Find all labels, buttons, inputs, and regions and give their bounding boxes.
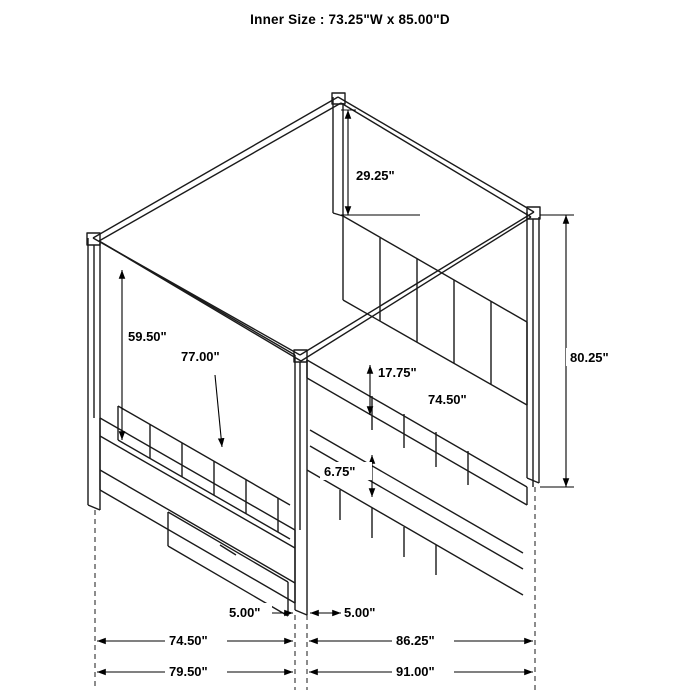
dimension-labels (124, 166, 624, 679)
dim-label-clearance-under-bed: 6.75" (324, 464, 356, 479)
dim-label-post-offset-left: 5.00" (229, 605, 261, 620)
page-title: Inner Size : 73.25"W x 85.00"D (250, 12, 450, 27)
dim-label-footprint-right: 86.25" (396, 633, 435, 648)
dimension-annotations (95, 110, 574, 690)
dim-label-mattress-deck-height: 17.75" (378, 365, 417, 380)
dim-label-post-offset-right: 5.00" (344, 605, 376, 620)
dim-label-canopy-post-upper: 29.25" (356, 168, 395, 183)
dim-label-footprint-left: 74.50" (169, 633, 208, 648)
bed-illustration (87, 93, 540, 616)
dim-label-right-post-total-height: 80.25" (570, 350, 609, 365)
dim-label-overall-left: 79.50" (169, 664, 208, 679)
dim-label-left-post-height: 59.50" (128, 329, 167, 344)
dim-label-bed-side-length: 74.50" (428, 392, 467, 407)
dim-label-overall-right: 91.00" (396, 664, 435, 679)
dim-label-headboard-diagonal: 77.00" (181, 349, 220, 364)
